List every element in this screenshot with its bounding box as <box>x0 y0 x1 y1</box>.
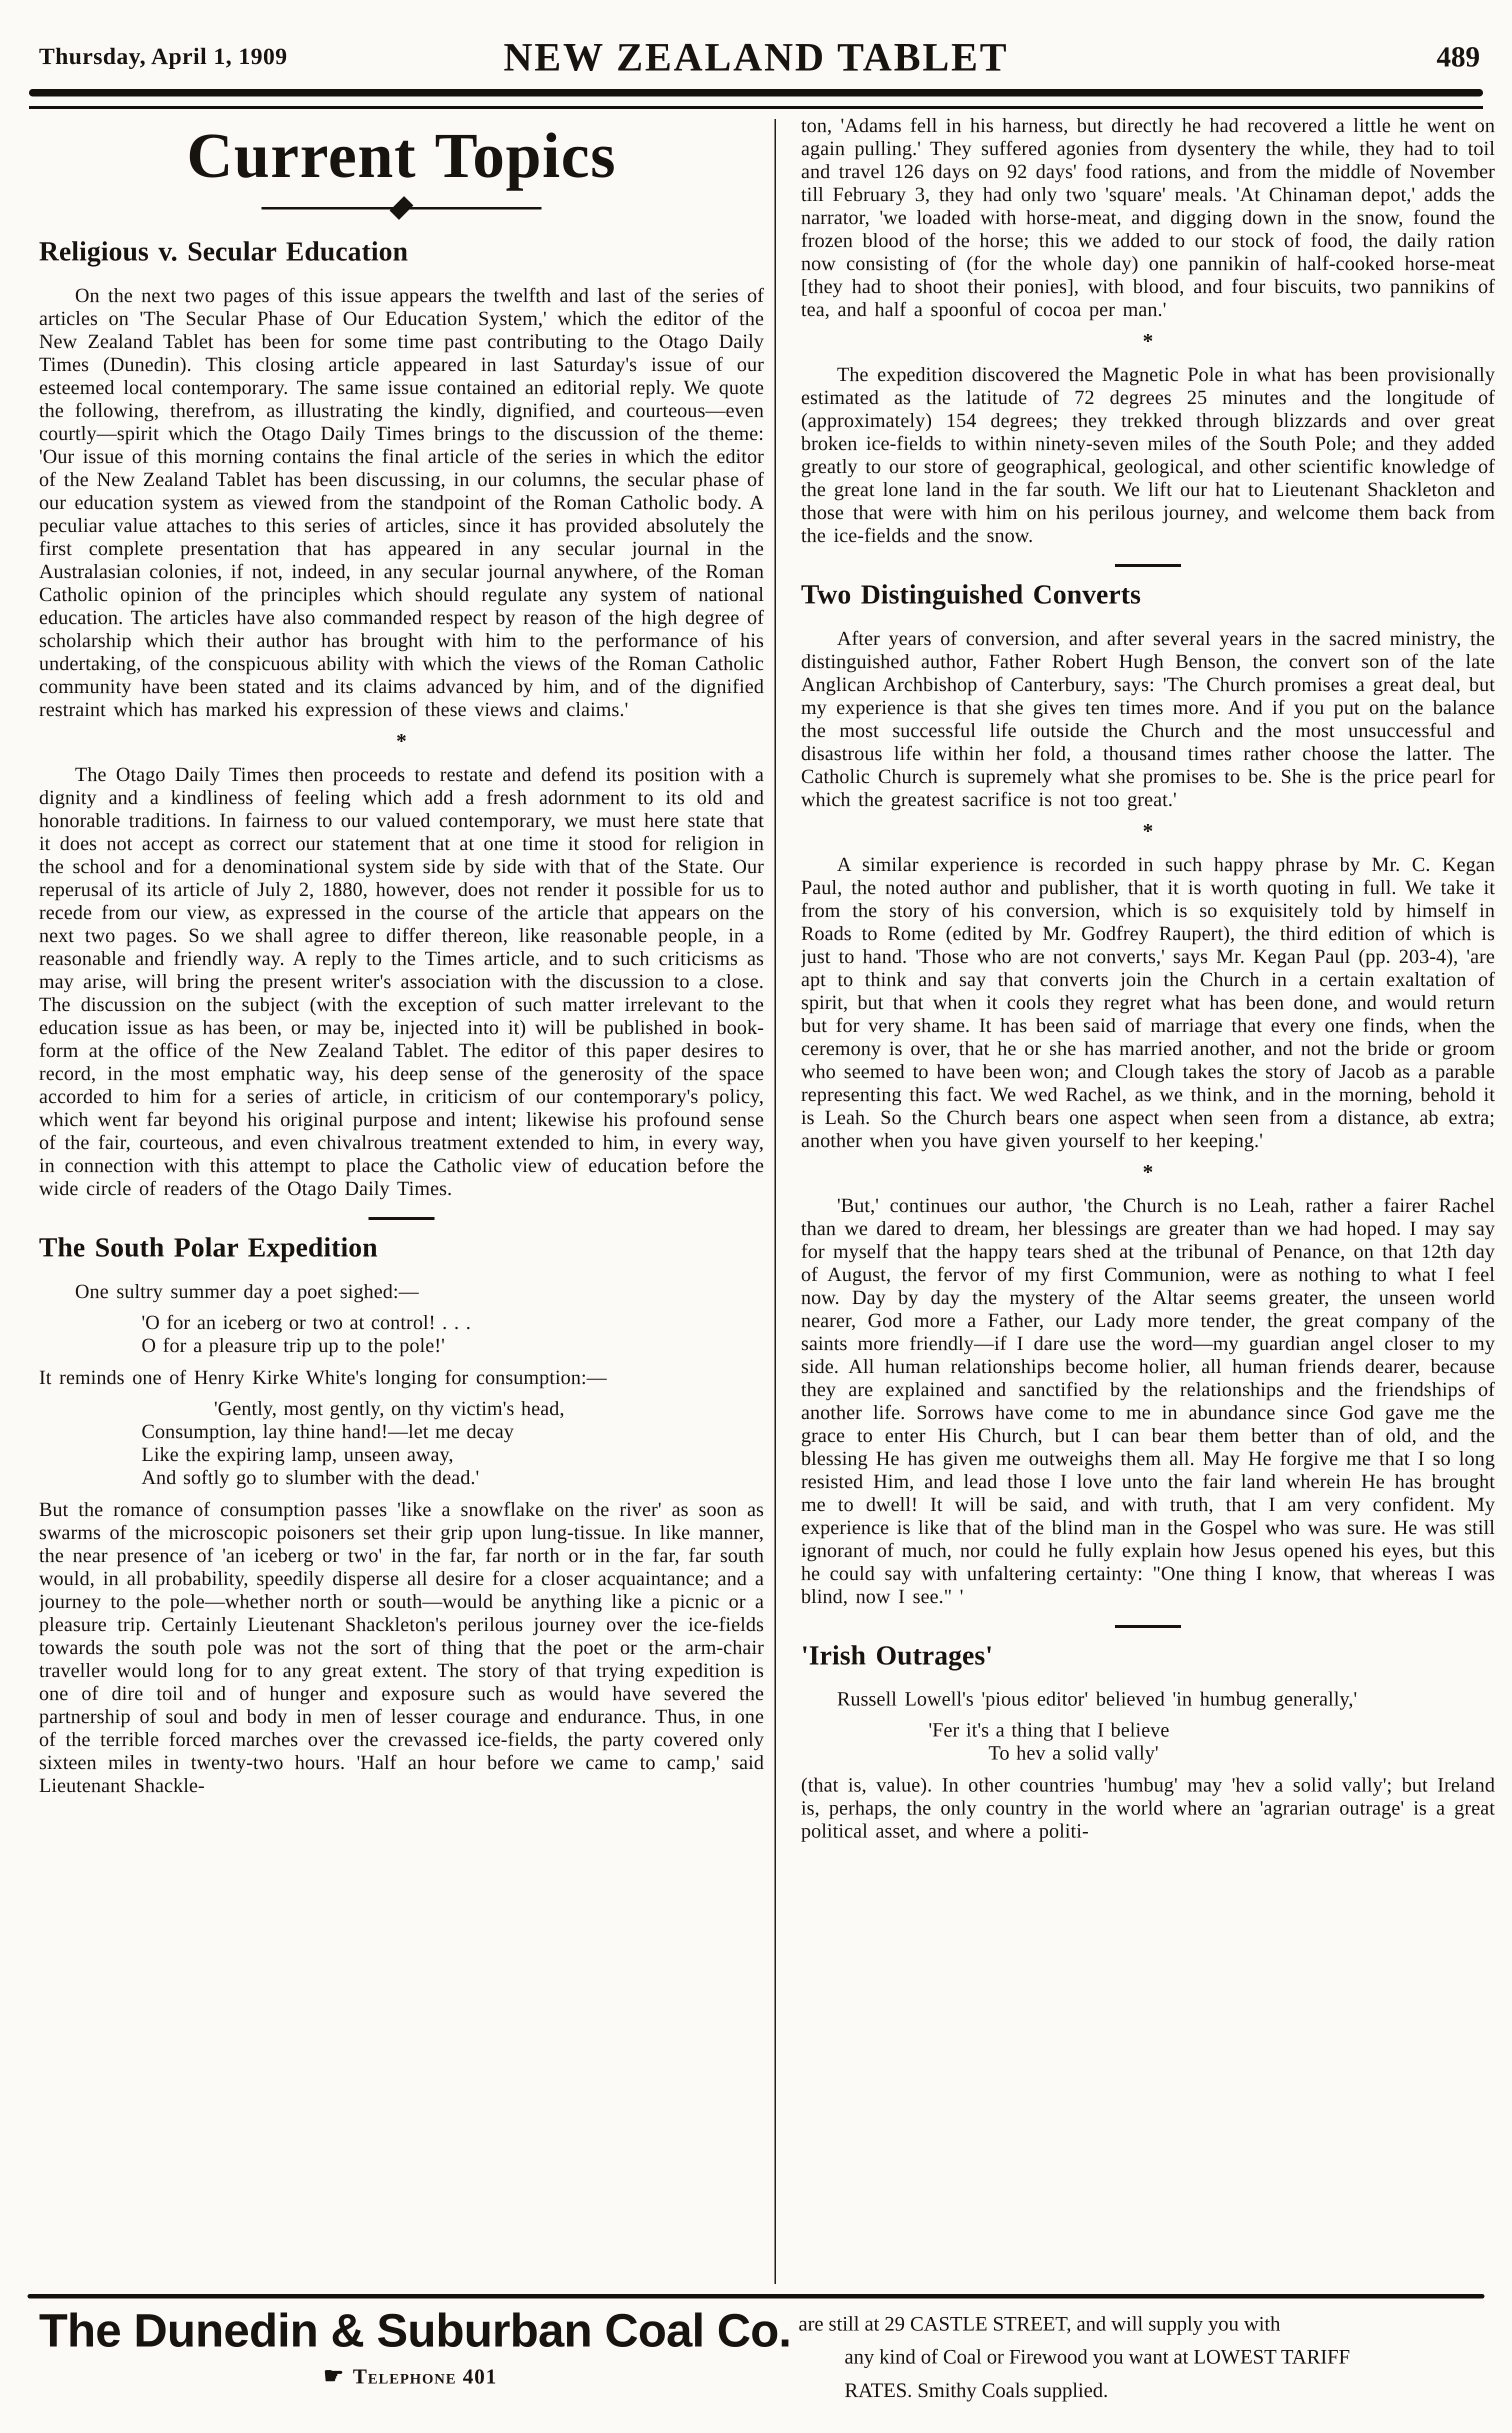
section-heading-two-distinguished-converts: Two Distinguished Converts <box>801 579 1141 610</box>
paragraph: ton, 'Adams fell in his harness, but directly he had recovered a little he went on again pulling.' They suffered agonies from dysentery the while, they had to toil and travel 126 days on 92 days' food rations, and from the middle of November till February 3, they had only two 'square' meals. 'At Chinaman depot,' adds the narrator, 'we loaded with horse-meat, and digging down in the snow, found the frozen blood of the horse; this we added to our stock of food, the daily ration now consisting of (for the whole day) one pannikin of half-cooked horse-meat [they had to shoot their ponies], with blood, and four biscuits, two pannikins of tea, and half a spoonful of cocoa per man.' <box>801 114 1495 320</box>
ad-text-line: RATES. Smithy Coals supplied. <box>844 2378 1108 2402</box>
paragraph: 'But,' continues our author, 'the Church is no Leah, rather a fairer Rachel than we dared to dream, her blessings are greater than we had hoped. I may say for myself that the happy tears shed at the tribunal of Penance, on that 12th day of August, the fervor of my first Communion, were as nothing to what I feel now. Day by day the mystery of the Altar seems greater, the unseen world nearer, God more a Father, our Lady more tender, the great company of the saints more friendly—if I dare use the word—my guardian angel closer to my side. All human relationships become holier, all human friends dearer, because they are explained and sanctified by the relationships and the friendships of another life. Sorrows have come to me in abundance since God gave me the grace to enter His Church, but I can bear them better than of old, and the blessing He has given me outweighs them all. May He forgive me that I so long resisted Him, and lead those I love unto the fair land wherein He has brought me to dwell! It will be said, and with truth, that I am very confident. My experience is like that of the blind man in the Gospel who was sure. He was still ignorant of much, nor could he fully explain how Jesus opened his eyes, but this he could say with unfaltering certainty: "One thing I know, that whereas I was blind, now I see." ' <box>801 1194 1495 1608</box>
diamond-icon <box>390 196 414 220</box>
masthead-title: NEW ZEALAND TABLET <box>503 36 1009 80</box>
telephone-number: Telephone 401 <box>352 2366 498 2388</box>
advertiser-name: The Dunedin & Suburban Coal Co. <box>39 2304 792 2356</box>
paragraph: (that is, value). In other countries 'humbug' may 'hev a solid vally'; but Ireland is, perhaps, the only country in the world where an 'agrarian outrage' is a great political asset, and where a politi- <box>801 1774 1495 1842</box>
poem-line: 'Gently, most gently, on thy victim's head, <box>214 1396 565 1420</box>
poem-line: Consumption, lay thine hand!—let me decay <box>142 1420 514 1442</box>
issue-date: Thursday, April 1, 1909 <box>39 44 288 70</box>
left-column <box>39 119 764 2292</box>
poem-iceberg <box>142 1311 764 1357</box>
column-divider <box>774 119 776 2284</box>
manicule-icon: ☛ <box>323 2363 344 2388</box>
header-rule-thin <box>29 106 1483 109</box>
paragraph: But the romance of consumption passes 'like a snowflake on the river' as soon as swarms of the microscopic poisoners set their grip upon lung-tissue. In like manner, the near presence of 'an iceberg or two' in the far, far north or in the far, far south would, in all probability, speedily disperse all desire for a closer acquaintance; and a journey to the pole—whether north or south—would be anything like a picnic or a pleasure trip. Certainly Lieutenant Shackleton's perilous journey over the ice-fields towards the south pole was not the sort of thing that the poet or the arm-chair traveller would long for to any great extent. The story of that trying expedition is one of dire toil and of hunger and exposure such as would have severed the partnership of soul and body in men of lesser courage and endurance. Thus, in one of the terrible forced marches over the crevassed ice-fields, the party covered only sixteen miles in twenty-two hours. 'Half an hour before we came to camp,' said Lieutenant Shackle- <box>39 1498 764 1796</box>
section-rule <box>1115 1625 1181 1628</box>
section-rule <box>368 1217 434 1220</box>
paragraph: It reminds one of Henry Kirke White's longing for consumption:— <box>39 1366 607 1388</box>
paragraph: On the next two pages of this issue appears the twelfth and last of the series of articles on 'The Secular Phase of Our Education System,' which the editor of the New Zealand Tablet has been for some time past contributing to the Otago Daily Times (Dunedin). This closing article appeared in last Saturday's issue of our esteemed local contemporary. The same issue contained an editorial reply. We quote the following, therefrom, as illustrating the kindly, dignified, and courteous—even courtly—spirit which the Otago Daily Times brings to the discussion of the theme: 'Our issue of this morning contains the final article of the series in which the editor of the New Zealand Tablet has been discussing, in our columns, the secular phase of our education system as viewed from the standpoint of the Roman Catholic body. A peculiar value attaches to this series of articles, since it has provided absolutely the first complete presentation that has appeared in any secular journal in the Australasian colonies, if not, indeed, in any secular journal anywhere, of the Roman Catholic opinion of the principles which should regulate any system of national education. The articles have also commanded respect by reason of the high degree of scholarship which their author has brought with him to the performance of his undertaking, of the conspicuous ability with which the views of the Roman Catholic community have been stated and its claims advanced by him, and of the dignified restraint which has marked his expression of these views and claims.' <box>39 284 764 720</box>
poem-line: 'Fer it's a thing that I believe <box>928 1718 1170 1742</box>
paragraph: Russell Lowell's 'pious editor' believed 'in humbug generally,' <box>837 1688 1358 1710</box>
poem-line: And softly go to slumber with the dead.' <box>142 1466 480 1488</box>
page-number: 489 <box>1436 40 1480 73</box>
ornament-bar-left <box>262 207 394 210</box>
section-heading-religious-v-secular-education: Religious v. Secular Education <box>39 236 408 267</box>
asterisk-separator: * <box>1142 330 1154 353</box>
poem-line: Like the expiring lamp, unseen away, <box>142 1442 454 1466</box>
paragraph: The Otago Daily Times then proceeds to restate and defend its position with a dignity and a kindliness of feeling which add a fresh adornment to its old and honorable traditions. In fairness to our valued contemporary, we must here state that it does not accept as correct our statement that at one time it stood for religion in the school and for a denominational system side by side with that of the State. Our reperusal of its article of July 2, 1880, however, does not render it possible for us to recede from our view, as expressed in the course of the article that appears on the next two pages. So we shall agree to differ thereon, like reasonable people, in a reasonable and friendly way. A reply to the Times article, and to such criticisms as may arise, will bring the present writer's association with the discussion to a close. The discussion on the subject (with the exception of such matter irrelevant to the education issue as has been, or may be, injected into it) will be published in book-form at the office of the New Zealand Tablet. The editor of this paper desires to record, in the most emphatic way, his deep sense of the generosity of the space accorded to him for a series of article, in criticism of our contemporary's policy, which went far beyond his original purpose and intent; likewise his profound sense of the fair, courteous, and even chivalrous treatment extended to him, in every way, in connection with this attempt to place the Catholic view of education before the wide circle of readers of the Otago Daily Times. <box>39 762 764 1200</box>
ad-text-line: any kind of Coal or Firewood you want at LOWEST TARIFF <box>844 2345 1350 2368</box>
poem-line: To hev a solid vally' <box>988 1742 1159 1764</box>
section-heading-south-polar-expedition: The South Polar Expedition <box>39 1232 378 1262</box>
title-ornament <box>262 202 542 214</box>
section-rule <box>1115 564 1181 567</box>
paragraph: After years of conversion, and after several years in the sacred ministry, the distinguished author, Father Robert Hugh Benson, the convert son of the late Anglican Archbishop of Canterbury, says: 'The Church promises a great deal, but my experience is that she gives ten times more. And if you put on the balance the most successful life outside the Church and the most unsuccessful and disastrous life within her fold, a thousand times rather choose the latter. The Catholic Church is supremely what she promises to be. She is the price pearl for which the greatest sacrifice is not too great.' <box>801 626 1495 810</box>
poem-consumption <box>142 1397 764 1489</box>
paragraph: The expedition discovered the Magnetic Pole in what has been provisionally estimated as the latitude of 72 degrees 25 minutes and the longitude of (approximately) 154 degrees; they trekked through blizzards and over great broken ice-fields to within ninety-seven miles of the South Pole; and they added greatly to our store of geographical, geological, and other scientific knowledge of the great lone land in the far south. We lift our hat to Lieutenant Shackleton and those that were with him on his perilous journey, and welcome them back from the ice-fields and the snow. <box>801 363 1495 546</box>
footer-advertisement <box>39 2304 1484 2406</box>
section-heading-irish-outrages: 'Irish Outrages' <box>801 1640 994 1670</box>
advertiser-block <box>39 2304 792 2406</box>
paragraph: One sultry summer day a poet sighed:— <box>75 1280 419 1302</box>
footer-rule <box>28 2294 1484 2298</box>
advertisement-text <box>782 2307 1484 2406</box>
poem-humbug <box>928 1718 1495 1764</box>
right-column <box>801 114 1495 2289</box>
poem-line: O for a pleasure trip up to the pole!' <box>142 1334 445 1356</box>
poem-line: 'O for an iceberg or two at control! . . . <box>142 1310 471 1334</box>
asterisk-separator: * <box>1142 820 1154 843</box>
ad-text-line: are still at 29 CASTLE STREET, and will supply you with <box>798 2312 1280 2335</box>
asterisk-separator: * <box>1142 1160 1154 1184</box>
header-rule-thick <box>29 89 1483 96</box>
telephone-line <box>39 2362 782 2389</box>
page-title: Current Topics <box>186 120 616 191</box>
ornament-bar-right <box>410 207 542 210</box>
paragraph: A similar experience is recorded in such happy phrase by Mr. C. Kegan Paul, the noted author and publisher, that it is worth quoting in full. We take it from the story of his conversion, which is so exquisitely told by himself in Roads to Rome (edited by Mr. Godfrey Raupert), the third edition of which is just to hand. 'Those who are not converts,' says Mr. Kegan Paul (pp. 203-4), 'are apt to think and say that converts join the Church in a certain exaltation of spirit, but that when it cools they regret what has been done, and would return but for very shame. It has been said of marriage that every one finds, when the ceremony is over, that he or she has married another, and not the bride or groom who seemed to have been won; and Clough takes the story of Jacob as a parable representing this fact. We wed Rachel, as we think, and in the morning, behold it is Leah. So the Church bears one aspect when seen from a distance, ab extra; another when you have given yourself to her keeping.' <box>801 852 1495 1152</box>
asterisk-separator: * <box>396 730 407 753</box>
